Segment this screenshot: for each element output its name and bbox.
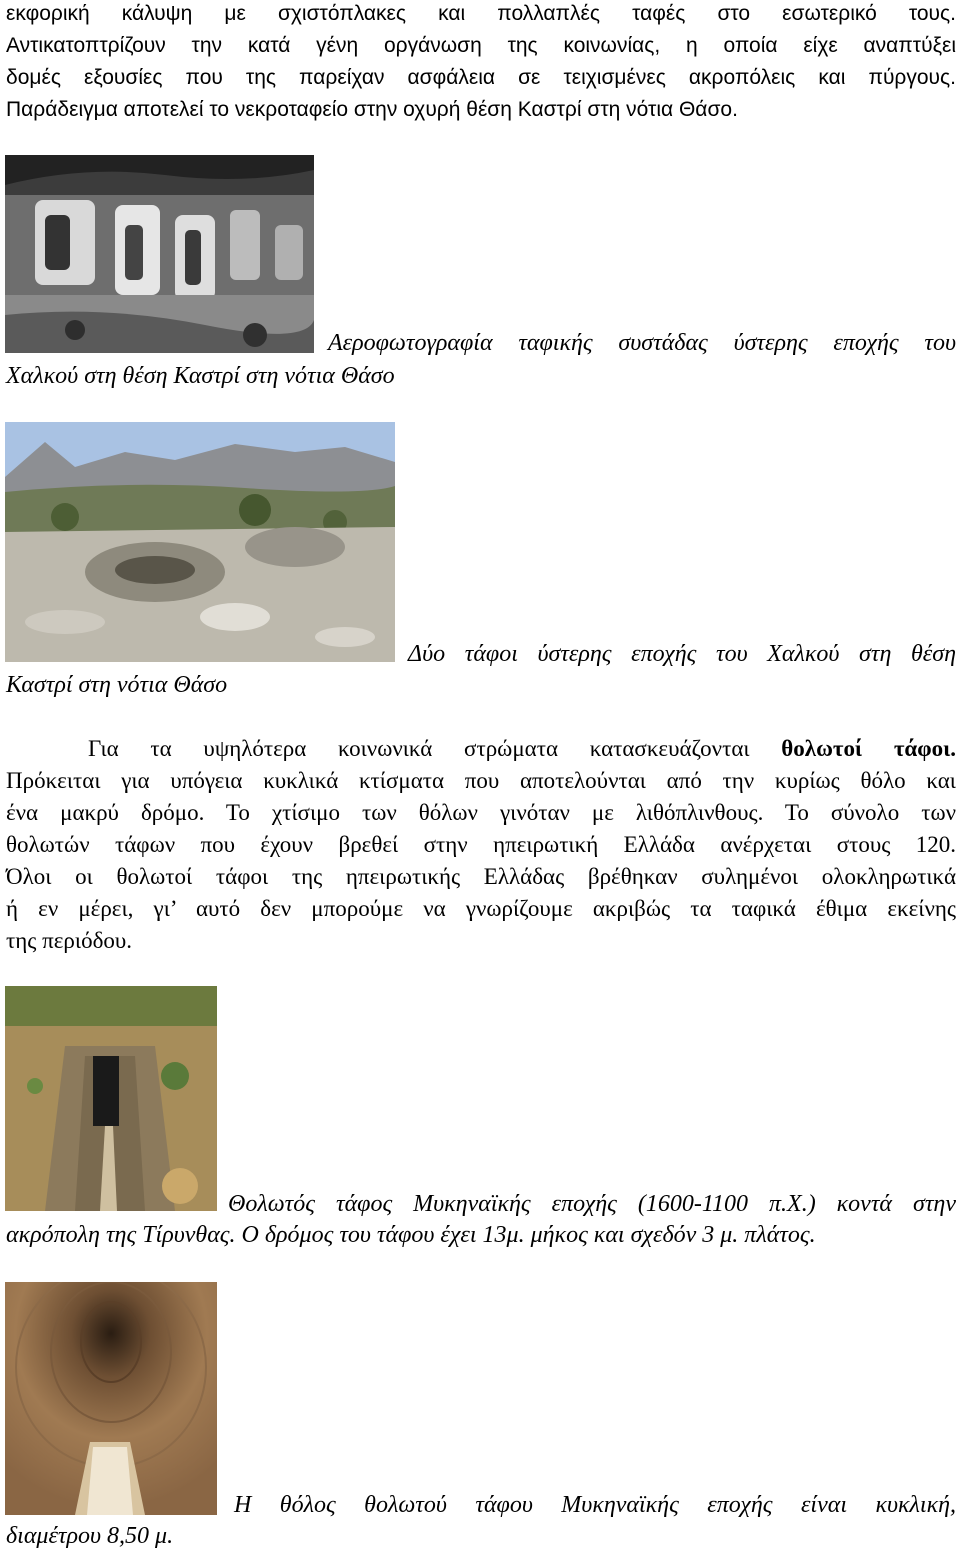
paragraph-line-3: ένα μακρύ δρόμο. Το χτίσιμο των θόλων γινόταν με λιθόπλινθους. Το σύνολο των: [6, 800, 956, 825]
figure2-caption-line-2: Καστρί στη νότια Θάσο: [6, 672, 228, 698]
tholos-dome-photo: [5, 1282, 217, 1515]
tiryns-tomb-photo: [5, 986, 217, 1211]
figure1-caption-line-1: Αεροφωτογραφία ταφικής συστάδας ύστερης εποχής του: [328, 330, 956, 356]
figure2-caption-line-1: Δύο τάφοι ύστερης εποχής του Χαλκού στη θέση: [408, 641, 956, 667]
paragraph-line-6: ή εν μέρει, γι’ αυτό δεν μπορούμε να γνωρίζουμε ακριβώς τα ταφικά έθιμα εκείνης: [6, 896, 956, 921]
paragraph-line-5: Όλοι οι θολωτοί τάφοι της ηπειρωτικής Ελλάδας βρέθηκαν συλημένοι ολοκληρωτικά: [6, 864, 956, 889]
intro-line-2: Αντικατοπτρίζουν την κατά γένη οργάνωση της κοινωνίας, η οποία είχε αναπτύξει: [6, 34, 956, 57]
paragraph-line-2: Πρόκειται για υπόγεια κυκλικά κτίσματα που αποτελούνται από την κυρίως θόλο και: [6, 768, 956, 793]
figure4-caption-line-1: Η θόλος θολωτού τάφου Μυκηναϊκής εποχής είναι κυκλική,: [234, 1492, 956, 1518]
figure1-caption-line-2: Χαλκού στη θέση Καστρί στη νότια Θάσο: [6, 363, 395, 389]
intro-line-3: δομές εξουσίες που της παρείχαν ασφάλεια σε τειχισμένες ακροπόλεις και πύργους.: [6, 66, 956, 89]
figure3-caption-line-2: ακρόπολη της Τίρυνθας. Ο δρόμος του τάφου έχει 13μ. μήκος και σχεδόν 3 μ. πλάτος.: [6, 1222, 816, 1248]
paragraph-line-7: της περιόδου.: [6, 928, 133, 953]
figure3-caption-line-1: Θολωτός τάφος Μυκηναϊκής εποχής (1600-1100 π.Χ.) κοντά στην: [228, 1191, 956, 1217]
paragraph-line-1-text: Για τα υψηλότερα κοινωνικά στρώματα κατασκευάζονται: [88, 736, 782, 761]
intro-line-4: Παράδειγμα αποτελεί το νεκροταφείο στην οχυρή θέση Καστρί στη νότια Θάσο.: [6, 98, 738, 121]
paragraph-line-4: θολωτών τάφων που έχουν βρεθεί στην ηπειρωτική Ελλάδα ανέρχεται στους 120.: [6, 832, 956, 857]
intro-line-1: εκφορική κάλυψη με σχιστόπλακες και πολλαπλές ταφές στο εσωτερικό τους.: [6, 2, 956, 25]
aerial-photo-kastri: [5, 155, 314, 353]
paragraph-line-1: [88, 736, 956, 762]
figure4-caption-line-2: διαμέτρου 8,50 μ.: [6, 1523, 174, 1549]
landscape-photo-two-tombs: [5, 422, 395, 662]
tholos-tombs-term: θολωτοί τάφοι.: [781, 736, 956, 761]
